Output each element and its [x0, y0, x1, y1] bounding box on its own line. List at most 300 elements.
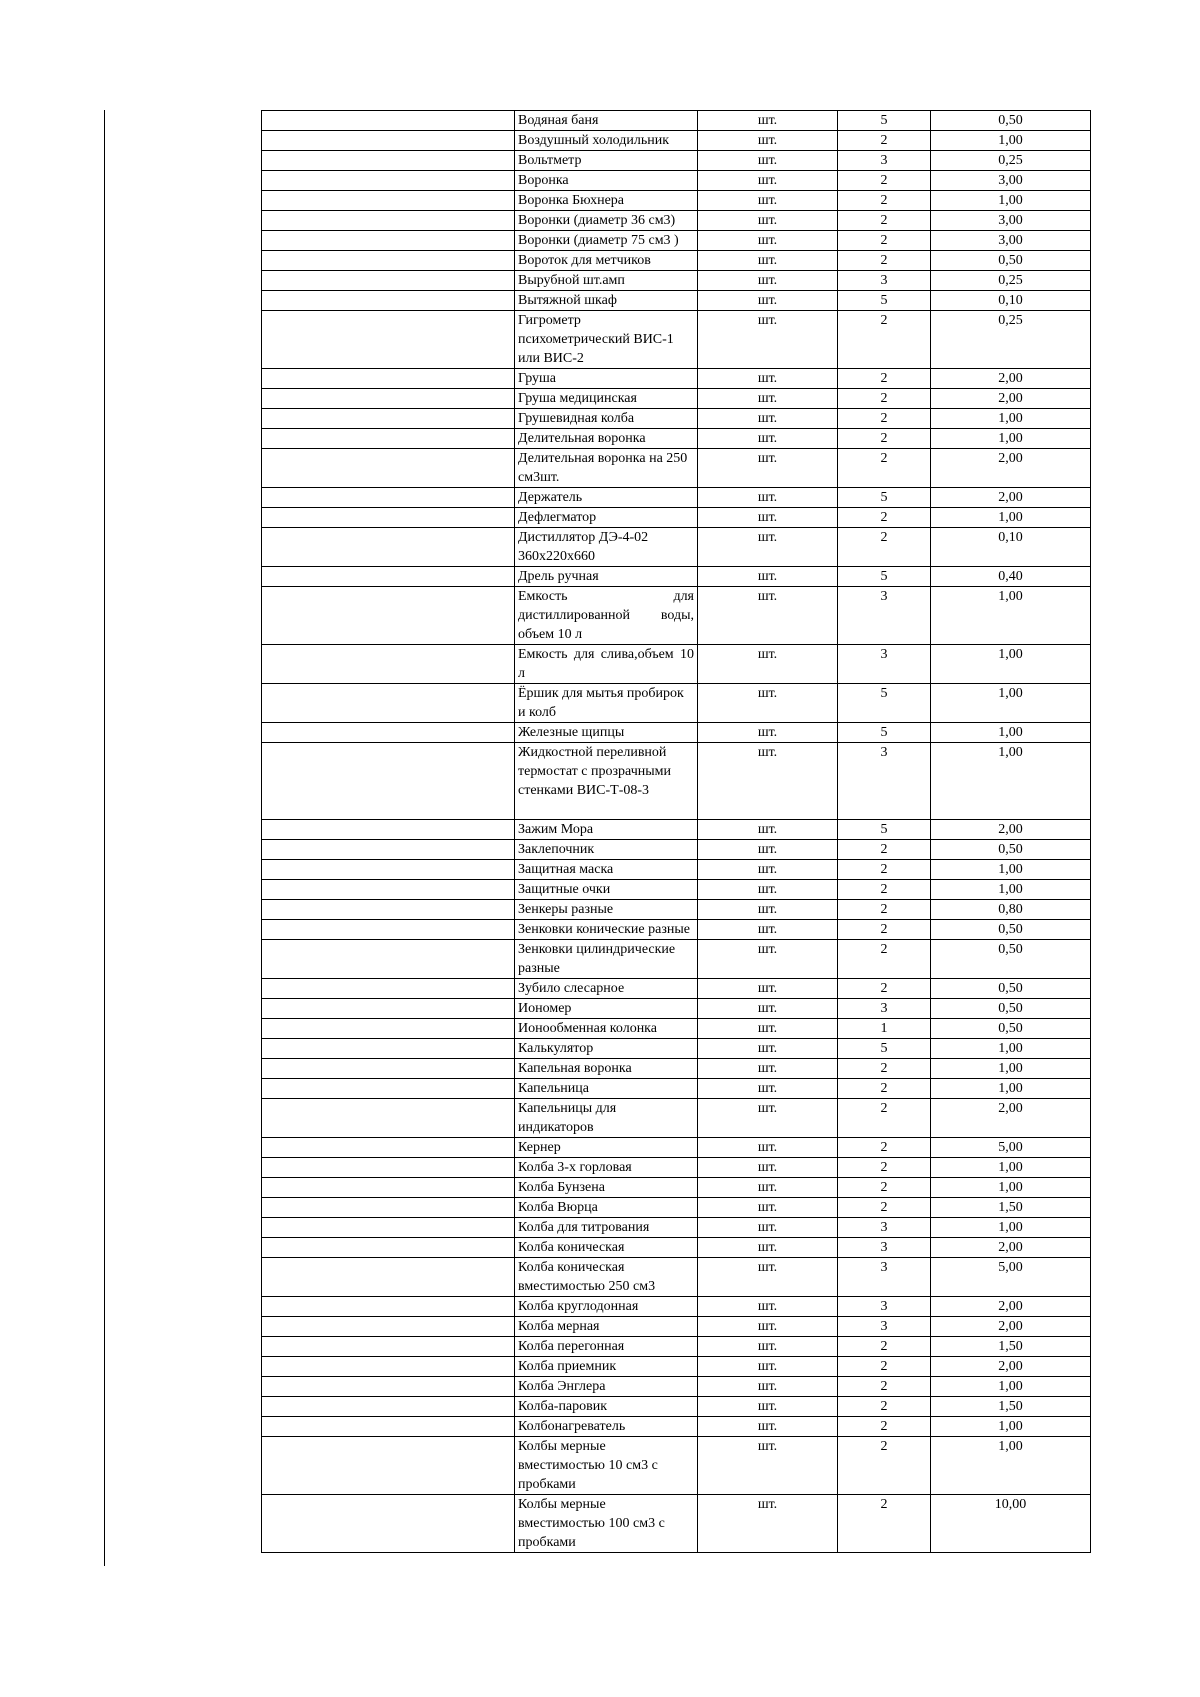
quantity-cell: 2 — [838, 1059, 931, 1079]
unit-cell: шт. — [698, 645, 838, 684]
value-cell: 2,00 — [931, 1317, 1091, 1337]
item-name-cell: Вольтметр — [515, 151, 698, 171]
unit-cell: шт. — [698, 1417, 838, 1437]
table-row — [262, 271, 1091, 291]
empty-cell — [262, 1258, 515, 1297]
item-name-cell: Ёршик для мытья пробирок и колб — [515, 684, 698, 723]
item-name-cell: Колба коническая — [515, 1238, 698, 1258]
table-row — [262, 508, 1091, 528]
quantity-cell: 2 — [838, 1079, 931, 1099]
value-cell: 1,00 — [931, 743, 1091, 820]
table-row — [262, 191, 1091, 211]
table-row — [262, 1059, 1091, 1079]
unit-cell: шт. — [698, 880, 838, 900]
item-name-cell: Колба Вюрца — [515, 1198, 698, 1218]
quantity-cell: 2 — [838, 940, 931, 979]
unit-cell: шт. — [698, 131, 838, 151]
value-cell: 1,00 — [931, 1218, 1091, 1238]
table-row — [262, 171, 1091, 191]
quantity-cell: 2 — [838, 131, 931, 151]
value-cell: 1,00 — [931, 409, 1091, 429]
item-name-cell: Емкость для дистиллированной воды, объем 10 л — [515, 587, 698, 645]
item-name-cell: Делительная воронка на 250 см3шт. — [515, 449, 698, 488]
value-cell: 2,00 — [931, 820, 1091, 840]
unit-cell: шт. — [698, 860, 838, 880]
table-row — [262, 840, 1091, 860]
table-row — [262, 900, 1091, 920]
table-row — [262, 231, 1091, 251]
table-row — [262, 940, 1091, 979]
item-name-cell: Защитная маска — [515, 860, 698, 880]
unit-cell: шт. — [698, 900, 838, 920]
value-cell: 3,00 — [931, 171, 1091, 191]
empty-cell — [262, 251, 515, 271]
unit-cell: шт. — [698, 1158, 838, 1178]
value-cell: 1,00 — [931, 1377, 1091, 1397]
item-name-cell: Колба коническая вместимостью 250 см3 — [515, 1258, 698, 1297]
item-name-cell: Капельницы для индикаторов — [515, 1099, 698, 1138]
value-cell: 1,00 — [931, 684, 1091, 723]
item-name-cell: Воздушный холодильник — [515, 131, 698, 151]
value-cell: 0,50 — [931, 920, 1091, 940]
table-row — [262, 1337, 1091, 1357]
quantity-cell: 1 — [838, 1019, 931, 1039]
table-row — [262, 1158, 1091, 1178]
table-row — [262, 567, 1091, 587]
quantity-cell: 2 — [838, 449, 931, 488]
value-cell: 5,00 — [931, 1138, 1091, 1158]
table-row — [262, 251, 1091, 271]
value-cell: 1,00 — [931, 1437, 1091, 1495]
quantity-cell: 2 — [838, 1437, 931, 1495]
quantity-cell: 5 — [838, 291, 931, 311]
unit-cell: шт. — [698, 684, 838, 723]
item-name-cell: Емкость для слива,объем 10 л — [515, 645, 698, 684]
item-name-cell: Жидкостной переливной термостат с прозрачными стенками ВИС-Т-08-3 — [515, 743, 698, 820]
value-cell: 0,50 — [931, 111, 1091, 131]
unit-cell: шт. — [698, 1357, 838, 1377]
unit-cell: шт. — [698, 979, 838, 999]
unit-cell: шт. — [698, 1099, 838, 1138]
item-name-cell: Вороток для метчиков — [515, 251, 698, 271]
value-cell: 0,25 — [931, 311, 1091, 369]
quantity-cell: 2 — [838, 1417, 931, 1437]
item-name-cell: Колба Бунзена — [515, 1178, 698, 1198]
item-name-cell: Колба 3-х горловая — [515, 1158, 698, 1178]
item-name-cell: Ионообменная колонка — [515, 1019, 698, 1039]
item-name-cell: Дефлегматор — [515, 508, 698, 528]
empty-cell — [262, 840, 515, 860]
unit-cell: шт. — [698, 1138, 838, 1158]
empty-cell — [262, 1437, 515, 1495]
unit-cell: шт. — [698, 1297, 838, 1317]
value-cell: 0,80 — [931, 900, 1091, 920]
value-cell: 0,25 — [931, 271, 1091, 291]
quantity-cell: 3 — [838, 645, 931, 684]
item-name-cell: Заклепочник — [515, 840, 698, 860]
unit-cell: шт. — [698, 231, 838, 251]
unit-cell: шт. — [698, 1178, 838, 1198]
empty-cell — [262, 1297, 515, 1317]
quantity-cell: 3 — [838, 1297, 931, 1317]
value-cell: 1,00 — [931, 723, 1091, 743]
empty-cell — [262, 291, 515, 311]
unit-cell: шт. — [698, 1495, 838, 1553]
value-cell: 10,00 — [931, 1495, 1091, 1553]
table-row — [262, 1258, 1091, 1297]
quantity-cell: 3 — [838, 743, 931, 820]
table-row — [262, 311, 1091, 369]
quantity-cell: 2 — [838, 191, 931, 211]
item-name-cell: Капельница — [515, 1079, 698, 1099]
empty-cell — [262, 389, 515, 409]
unit-cell: шт. — [698, 1397, 838, 1417]
table-row — [262, 131, 1091, 151]
empty-cell — [262, 1198, 515, 1218]
table-row — [262, 860, 1091, 880]
empty-cell — [262, 567, 515, 587]
empty-cell — [262, 1317, 515, 1337]
unit-cell: шт. — [698, 508, 838, 528]
table-row — [262, 820, 1091, 840]
item-name-cell: Колба приемник — [515, 1357, 698, 1377]
table-row — [262, 211, 1091, 231]
table-row — [262, 449, 1091, 488]
quantity-cell: 2 — [838, 251, 931, 271]
unit-cell: шт. — [698, 723, 838, 743]
empty-cell — [262, 1357, 515, 1377]
empty-cell — [262, 940, 515, 979]
item-name-cell: Воронка Бюхнера — [515, 191, 698, 211]
item-name-cell: Делительная воронка — [515, 429, 698, 449]
table-row — [262, 587, 1091, 645]
empty-cell — [262, 1099, 515, 1138]
item-name-cell: Колба перегонная — [515, 1337, 698, 1357]
empty-cell — [262, 131, 515, 151]
empty-cell — [262, 1417, 515, 1437]
quantity-cell: 2 — [838, 409, 931, 429]
item-name-cell: Колба-паровик — [515, 1397, 698, 1417]
empty-cell — [262, 920, 515, 940]
unit-cell: шт. — [698, 820, 838, 840]
unit-cell: шт. — [698, 999, 838, 1019]
value-cell: 2,00 — [931, 369, 1091, 389]
quantity-cell: 5 — [838, 488, 931, 508]
item-name-cell: Зубило слесарное — [515, 979, 698, 999]
unit-cell: шт. — [698, 567, 838, 587]
value-cell: 1,00 — [931, 587, 1091, 645]
empty-cell — [262, 111, 515, 131]
value-cell: 0,10 — [931, 291, 1091, 311]
table-row — [262, 369, 1091, 389]
quantity-cell: 2 — [838, 1337, 931, 1357]
item-name-cell: Колба для титрования — [515, 1218, 698, 1238]
equipment-table-body — [262, 111, 1091, 1553]
empty-cell — [262, 723, 515, 743]
item-name-cell: Колба Энглера — [515, 1377, 698, 1397]
unit-cell: шт. — [698, 369, 838, 389]
value-cell: 1,00 — [931, 191, 1091, 211]
item-name-cell: Груша медицинская — [515, 389, 698, 409]
empty-cell — [262, 191, 515, 211]
value-cell: 2,00 — [931, 1297, 1091, 1317]
quantity-cell: 3 — [838, 1258, 931, 1297]
empty-cell — [262, 979, 515, 999]
item-name-cell: Колбы мерные вместимостью 10 см3 с пробками — [515, 1437, 698, 1495]
table-row — [262, 1317, 1091, 1337]
empty-cell — [262, 1158, 515, 1178]
quantity-cell: 2 — [838, 1198, 931, 1218]
table-row — [262, 684, 1091, 723]
value-cell: 0,50 — [931, 251, 1091, 271]
quantity-cell: 2 — [838, 389, 931, 409]
quantity-cell: 3 — [838, 1317, 931, 1337]
quantity-cell: 2 — [838, 880, 931, 900]
value-cell: 2,00 — [931, 1357, 1091, 1377]
quantity-cell: 2 — [838, 211, 931, 231]
quantity-cell: 3 — [838, 1238, 931, 1258]
quantity-cell: 2 — [838, 1138, 931, 1158]
unit-cell: шт. — [698, 429, 838, 449]
empty-cell — [262, 1337, 515, 1357]
value-cell: 2,00 — [931, 488, 1091, 508]
unit-cell: шт. — [698, 211, 838, 231]
table-row — [262, 979, 1091, 999]
quantity-cell: 2 — [838, 369, 931, 389]
quantity-cell: 2 — [838, 429, 931, 449]
table-row — [262, 1437, 1091, 1495]
item-name-cell: Водяная баня — [515, 111, 698, 131]
item-name-cell: Груша — [515, 369, 698, 389]
unit-cell: шт. — [698, 449, 838, 488]
item-name-cell: Вырубной шт.амп — [515, 271, 698, 291]
item-name-cell: Зенковки цилиндрические разные — [515, 940, 698, 979]
unit-cell: шт. — [698, 1337, 838, 1357]
unit-cell: шт. — [698, 251, 838, 271]
value-cell: 0,50 — [931, 940, 1091, 979]
empty-cell — [262, 1397, 515, 1417]
quantity-cell: 2 — [838, 1178, 931, 1198]
item-name-cell: Зажим Мора — [515, 820, 698, 840]
table-row — [262, 1297, 1091, 1317]
quantity-cell: 2 — [838, 311, 931, 369]
empty-cell — [262, 311, 515, 369]
quantity-cell: 2 — [838, 900, 931, 920]
unit-cell: шт. — [698, 920, 838, 940]
quantity-cell: 5 — [838, 820, 931, 840]
empty-cell — [262, 429, 515, 449]
value-cell: 0,10 — [931, 528, 1091, 567]
empty-cell — [262, 860, 515, 880]
value-cell: 1,00 — [931, 1158, 1091, 1178]
empty-cell — [262, 1218, 515, 1238]
table-row — [262, 1377, 1091, 1397]
unit-cell: шт. — [698, 1218, 838, 1238]
empty-cell — [262, 1238, 515, 1258]
table-row — [262, 1099, 1091, 1138]
value-cell: 1,00 — [931, 860, 1091, 880]
unit-cell: шт. — [698, 271, 838, 291]
value-cell: 1,00 — [931, 1039, 1091, 1059]
unit-cell: шт. — [698, 389, 838, 409]
value-cell: 0,50 — [931, 979, 1091, 999]
unit-cell: шт. — [698, 1019, 838, 1039]
empty-cell — [262, 508, 515, 528]
empty-cell — [262, 587, 515, 645]
value-cell: 1,00 — [931, 1079, 1091, 1099]
value-cell: 3,00 — [931, 211, 1091, 231]
table-row — [262, 999, 1091, 1019]
table-row — [262, 1019, 1091, 1039]
unit-cell: шт. — [698, 311, 838, 369]
quantity-cell: 3 — [838, 1218, 931, 1238]
empty-cell — [262, 369, 515, 389]
empty-cell — [262, 645, 515, 684]
item-name-cell: Вытяжной шкаф — [515, 291, 698, 311]
quantity-cell: 2 — [838, 231, 931, 251]
quantity-cell: 2 — [838, 1495, 931, 1553]
unit-cell: шт. — [698, 1258, 838, 1297]
item-name-cell: Железные щипцы — [515, 723, 698, 743]
item-name-cell: Защитные очки — [515, 880, 698, 900]
item-name-cell: Зенкеры разные — [515, 900, 698, 920]
empty-cell — [262, 1059, 515, 1079]
item-name-cell: Колбонагреватель — [515, 1417, 698, 1437]
item-name-cell: Воронки (диаметр 75 см3 ) — [515, 231, 698, 251]
value-cell: 1,00 — [931, 1178, 1091, 1198]
item-name-cell: Воронки (диаметр 36 см3) — [515, 211, 698, 231]
unit-cell: шт. — [698, 840, 838, 860]
value-cell: 1,50 — [931, 1337, 1091, 1357]
table-row — [262, 151, 1091, 171]
value-cell: 2,00 — [931, 1099, 1091, 1138]
value-cell: 1,00 — [931, 508, 1091, 528]
quantity-cell: 2 — [838, 840, 931, 860]
unit-cell: шт. — [698, 528, 838, 567]
unit-cell: шт. — [698, 1377, 838, 1397]
empty-cell — [262, 1039, 515, 1059]
value-cell: 1,00 — [931, 1417, 1091, 1437]
table-row — [262, 488, 1091, 508]
item-name-cell: Грушевидная колба — [515, 409, 698, 429]
unit-cell: шт. — [698, 291, 838, 311]
unit-cell: шт. — [698, 409, 838, 429]
quantity-cell: 2 — [838, 171, 931, 191]
item-name-cell: Воронка — [515, 171, 698, 191]
unit-cell: шт. — [698, 151, 838, 171]
empty-cell — [262, 1377, 515, 1397]
table-row — [262, 1039, 1091, 1059]
item-name-cell: Колба мерная — [515, 1317, 698, 1337]
table-row — [262, 1178, 1091, 1198]
value-cell: 3,00 — [931, 231, 1091, 251]
table-row — [262, 743, 1091, 820]
table-row — [262, 880, 1091, 900]
unit-cell: шт. — [698, 1238, 838, 1258]
item-name-cell: Иономер — [515, 999, 698, 1019]
empty-cell — [262, 528, 515, 567]
table-row — [262, 723, 1091, 743]
empty-cell — [262, 1178, 515, 1198]
value-cell: 2,00 — [931, 449, 1091, 488]
empty-cell — [262, 271, 515, 291]
table-row — [262, 409, 1091, 429]
empty-cell — [262, 1495, 515, 1553]
empty-cell — [262, 743, 515, 820]
unit-cell: шт. — [698, 940, 838, 979]
unit-cell: шт. — [698, 171, 838, 191]
table-row — [262, 1495, 1091, 1553]
item-name-cell: Держатель — [515, 488, 698, 508]
table-row — [262, 1238, 1091, 1258]
quantity-cell: 2 — [838, 979, 931, 999]
table-row — [262, 920, 1091, 940]
table-row — [262, 389, 1091, 409]
table-row — [262, 429, 1091, 449]
quantity-cell: 5 — [838, 111, 931, 131]
value-cell: 0,50 — [931, 1019, 1091, 1039]
table-row — [262, 1138, 1091, 1158]
value-cell: 2,00 — [931, 389, 1091, 409]
table-row — [262, 1417, 1091, 1437]
value-cell: 0,25 — [931, 151, 1091, 171]
equipment-table — [261, 110, 1091, 1553]
quantity-cell: 2 — [838, 528, 931, 567]
quantity-cell: 3 — [838, 271, 931, 291]
item-name-cell: Колбы мерные вместимостью 100 см3 с пробками — [515, 1495, 698, 1553]
empty-cell — [262, 211, 515, 231]
empty-cell — [262, 449, 515, 488]
item-name-cell: Дистиллятор ДЭ-4-02 360х220х660 — [515, 528, 698, 567]
table-row — [262, 528, 1091, 567]
value-cell: 0,40 — [931, 567, 1091, 587]
empty-cell — [262, 231, 515, 251]
item-name-cell: Зенковки конические разные — [515, 920, 698, 940]
value-cell: 0,50 — [931, 999, 1091, 1019]
unit-cell: шт. — [698, 1079, 838, 1099]
quantity-cell: 5 — [838, 684, 931, 723]
table-row — [262, 111, 1091, 131]
empty-cell — [262, 1138, 515, 1158]
unit-cell: шт. — [698, 587, 838, 645]
empty-cell — [262, 1019, 515, 1039]
value-cell: 1,50 — [931, 1198, 1091, 1218]
unit-cell: шт. — [698, 111, 838, 131]
empty-cell — [262, 880, 515, 900]
unit-cell: шт. — [698, 743, 838, 820]
table-row — [262, 1357, 1091, 1377]
table-row — [262, 1397, 1091, 1417]
quantity-cell: 3 — [838, 999, 931, 1019]
value-cell: 2,00 — [931, 1238, 1091, 1258]
unit-cell: шт. — [698, 1437, 838, 1495]
quantity-cell: 3 — [838, 587, 931, 645]
quantity-cell: 2 — [838, 508, 931, 528]
unit-cell: шт. — [698, 488, 838, 508]
value-cell: 1,50 — [931, 1397, 1091, 1417]
unit-cell: шт. — [698, 1039, 838, 1059]
empty-cell — [262, 684, 515, 723]
table-row — [262, 1079, 1091, 1099]
page-margin-line — [104, 110, 105, 1566]
empty-cell — [262, 151, 515, 171]
item-name-cell: Капельная воронка — [515, 1059, 698, 1079]
empty-cell — [262, 999, 515, 1019]
value-cell: 1,00 — [931, 429, 1091, 449]
empty-cell — [262, 820, 515, 840]
value-cell: 1,00 — [931, 1059, 1091, 1079]
table-row — [262, 645, 1091, 684]
